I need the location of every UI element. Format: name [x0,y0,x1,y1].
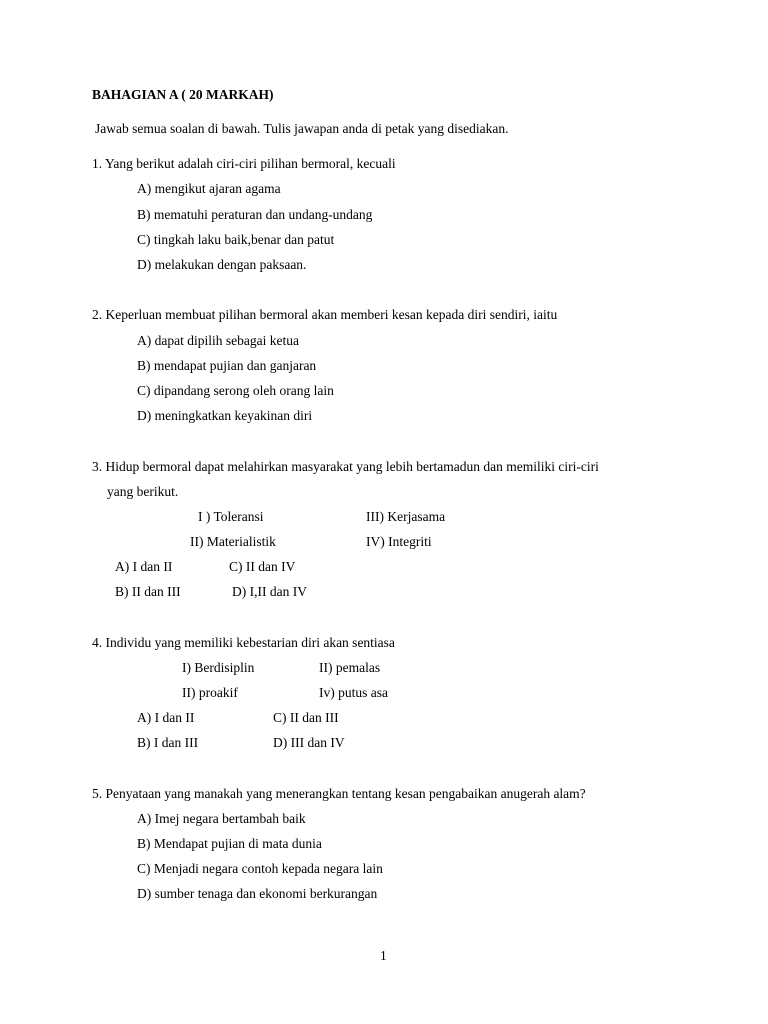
question-5-option-d: D) sumber tenaga dan ekonomi berkurangan [137,886,378,901]
instruction-text: Jawab semua soalan di bawah. Tulis jawapan anda di petak yang disediakan. [95,121,509,136]
question-3-option-d: D) I,II dan IV [232,584,307,599]
page-number: 1 [380,948,387,963]
question-2-stem: 2. Keperluan membuat pilihan bermoral akan memberi kesan kepada diri sendiri, iaitu [92,307,558,322]
question-4-item-4: Iv) putus asa [319,685,388,700]
question-3-option-c: C) II dan IV [229,559,296,574]
question-1-option-d: D) melakukan dengan paksaan. [137,257,307,272]
question-4-item-1: I) Berdisiplin [182,660,255,675]
question-3-item-4: IV) Integriti [366,534,432,549]
question-1-option-a: A) mengikut ajaran agama [137,181,281,196]
question-2-option-c: C) dipandang serong oleh orang lain [137,383,334,398]
question-4-item-3: II) proakif [182,685,238,700]
question-5-option-c: C) Menjadi negara contoh kepada negara lain [137,861,383,876]
question-2-option-d: D) meningkatkan keyakinan diri [137,408,313,423]
question-3-stem-line-1: 3. Hidup bermoral dapat melahirkan masyarakat yang lebih bertamadun dan memiliki ciri-ciri [92,459,599,474]
question-1-stem: 1. Yang berikut adalah ciri-ciri pilihan bermoral, kecuali [92,156,396,171]
question-2-option-b: B) mendapat pujian dan ganjaran [137,358,317,373]
question-4-item-2: II) pemalas [319,660,381,675]
question-5-stem: 5. Penyataan yang manakah yang menerangkan tentang kesan pengabaikan anugerah alam? [92,786,586,801]
question-4-option-d: D) III dan IV [273,735,345,750]
question-3-item-3: III) Kerjasama [366,509,446,524]
question-3-option-a: A) I dan II [115,559,173,574]
question-4-option-c: C) II dan III [273,710,339,725]
question-3-option-b: B) II dan III [115,584,181,599]
question-5-option-a: A) Imej negara bertambah baik [137,811,306,826]
question-1-option-c: C) tingkah laku baik,benar dan patut [137,232,335,247]
question-2-option-a: A) dapat dipilih sebagai ketua [137,333,299,348]
question-3-stem-line-2: yang berikut. [107,484,179,499]
question-4-option-a: A) I dan II [137,710,195,725]
question-4-stem: 4. Individu yang memiliki kebestarian diri akan sentiasa [92,635,395,650]
question-1-option-b: B) mematuhi peraturan dan undang-undang [137,207,373,222]
question-4-option-b: B) I dan III [137,735,199,750]
question-3-item-1: I ) Toleransi [198,509,264,524]
section-heading: BAHAGIAN A ( 20 MARKAH) [92,87,274,102]
question-5-option-b: B) Mendapat pujian di mata dunia [137,836,322,851]
question-3-item-2: II) Materialistik [190,534,276,549]
